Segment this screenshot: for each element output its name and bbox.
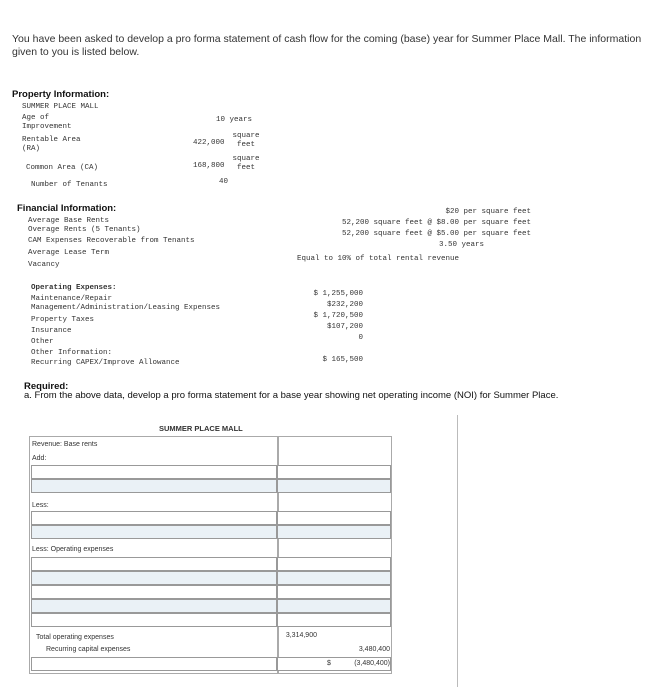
add-input-1[interactable] <box>31 465 277 479</box>
rentable-value: 422,000 <box>193 139 225 147</box>
rentable-unit: square feet <box>232 132 260 149</box>
less-amount-1[interactable] <box>277 511 391 525</box>
op-value-2: $ 1,720,500 <box>313 312 363 320</box>
tenants-label: Number of Tenants <box>31 181 108 189</box>
opex-input-3[interactable] <box>31 585 277 599</box>
total-opex-value: 3,314,900 <box>285 632 317 639</box>
opex-input-5[interactable] <box>31 613 277 627</box>
op-label-3: Insurance <box>31 327 72 335</box>
required-text: a. From the above data, develop a pro forma statement for a base year showing net operating income (NOI) for Summer Place. <box>24 390 559 401</box>
required-heading: Required: <box>24 381 69 392</box>
opex-input-4[interactable] <box>31 599 277 613</box>
rentable-label: Rentable Area (RA) <box>22 136 81 153</box>
common-unit: square feet <box>232 155 260 172</box>
age-label: Age of Improvement <box>22 114 72 131</box>
age-value: 10 years <box>216 116 253 124</box>
op-label-2: Property Taxes <box>31 316 95 324</box>
total-opex-label: Total operating expenses <box>36 634 114 641</box>
operating-heading: Operating Expenses: <box>31 284 117 292</box>
opex-amount-4[interactable] <box>277 599 391 613</box>
opex-input-1[interactable] <box>31 557 277 571</box>
table-title: SUMMER PLACE MALL <box>159 424 243 433</box>
fin-label-3: Average Lease Term <box>28 249 110 257</box>
opex-amount-2[interactable] <box>277 571 391 585</box>
dollar-sign: $ <box>327 660 331 667</box>
fin-label-4: Vacancy <box>28 261 60 269</box>
fin-value-1: 52,200 square feet @ $8.00 per square feet <box>341 219 531 227</box>
fin-value-3: 3.50 years <box>438 241 484 249</box>
value-a: 3,480,400 <box>358 646 390 653</box>
add-amount-1[interactable] <box>277 465 391 479</box>
op-value-4: 0 <box>358 334 363 342</box>
op-label-4: Other <box>31 338 54 346</box>
op-label-6: Recurring CAPEX/Improve Allowance <box>31 359 180 367</box>
opex-amount-5[interactable] <box>277 613 391 627</box>
add-input-2[interactable] <box>31 479 277 493</box>
value-b: (3,480,400) <box>354 660 390 667</box>
fin-value-0: $20 per square feet <box>445 208 531 216</box>
noi-input[interactable] <box>31 657 277 671</box>
fin-label-1: Overage Rents (5 Tenants) <box>28 226 141 234</box>
op-value-6: $ 165,500 <box>322 356 363 364</box>
op-value-0: $ 1,255,000 <box>313 290 363 298</box>
fin-label-2: CAM Expenses Recoverable from Tenants <box>28 237 195 245</box>
op-label-1: Management/Administration/Leasing Expenses <box>31 304 221 312</box>
less-input-2[interactable] <box>31 525 277 539</box>
common-value: 168,800 <box>193 162 225 170</box>
less-opex-label: Less: Operating expenses <box>32 546 114 553</box>
financial-heading: Financial Information: <box>17 203 117 214</box>
fin-value-4: Equal to 10% of total rental revenue <box>297 255 460 263</box>
fin-value-2: 52,200 square feet @ $5.00 per square feet <box>341 230 531 238</box>
less-label: Less: <box>32 502 49 509</box>
op-value-1: $232,200 <box>326 301 363 309</box>
opex-amount-3[interactable] <box>277 585 391 599</box>
opex-amount-1[interactable] <box>277 557 391 571</box>
intro-text: You have been asked to develop a pro forma statement of cash flow for the coming (base) year for Summer Place Mall. The information given to you is listed below. <box>12 33 642 58</box>
less-input-1[interactable] <box>31 511 277 525</box>
op-label-0: Maintenance/Repair <box>31 295 113 303</box>
common-label: Common Area (CA) <box>26 164 99 172</box>
recurring-label: Recurring capital expenses <box>46 646 131 653</box>
tenants-value: 40 <box>219 178 229 186</box>
add-label: Add: <box>32 455 47 462</box>
property-heading: Property Information: <box>12 89 110 100</box>
mall-name: SUMMER PLACE MALL <box>22 103 99 111</box>
revenue-label: Revenue: Base rents <box>32 441 98 448</box>
add-amount-2[interactable] <box>277 479 391 493</box>
op-value-3: $107,200 <box>326 323 363 331</box>
op-label-5: Other Information: <box>31 349 113 357</box>
fin-label-0: Average Base Rents <box>28 217 110 225</box>
divider-line <box>457 415 458 687</box>
less-amount-2[interactable] <box>277 525 391 539</box>
answer-table-header <box>29 422 392 436</box>
opex-input-2[interactable] <box>31 571 277 585</box>
